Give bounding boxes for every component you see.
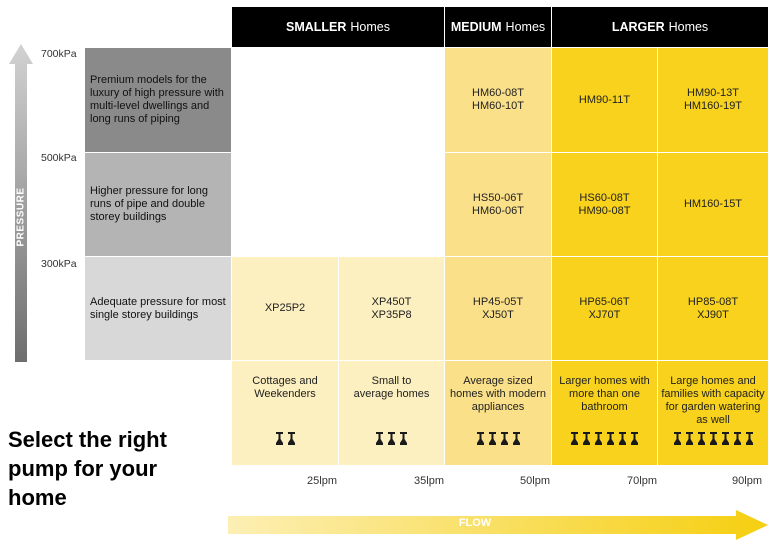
pressure-tick-500: 500kPa [41, 152, 77, 164]
tap-icon [720, 431, 731, 445]
tap-icons [552, 431, 657, 445]
flow-tick-50: 50lpm [520, 475, 550, 487]
cell-r3-larger-a: HP65-06T XJ70T [552, 257, 657, 360]
cell-r1-larger-b: HM90-13T HM160-19T [658, 48, 768, 152]
pressure-axis-label: PRESSURE [15, 187, 27, 247]
tap-icon [605, 431, 616, 445]
cell-r2-larger-a: HS60-08T HM90-08T [552, 153, 657, 256]
flow-tick-35: 35lpm [414, 475, 444, 487]
tap-icon [617, 431, 628, 445]
flow-tick-70: 70lpm [627, 475, 657, 487]
home-type-small: Small to average homes [339, 361, 444, 465]
row-desc-adequate: Adequate pressure for most single storey buildings [85, 257, 231, 360]
home-type-larger: Larger homes with more than one bathroom [552, 361, 657, 465]
tap-icons [232, 431, 338, 445]
tap-icons [339, 431, 444, 445]
cell-r3-smaller-a: XP25P2 [232, 257, 338, 360]
flow-tick-90: 90lpm [732, 475, 762, 487]
tap-icon [398, 431, 409, 445]
header-smaller-homes: SMALLER Homes [232, 7, 444, 47]
pressure-tick-700: 700kPa [41, 48, 77, 60]
tap-icon [732, 431, 743, 445]
cell-r1-larger-a: HM90-11T [552, 48, 657, 152]
tap-icon [499, 431, 510, 445]
tap-icon [672, 431, 683, 445]
tap-icon [274, 431, 285, 445]
flow-tick-25: 25lpm [307, 475, 337, 487]
tap-icon [511, 431, 522, 445]
header-larger-homes: LARGER Homes [552, 7, 768, 47]
cell-r1-medium: HM60-08T HM60-10T [445, 48, 551, 152]
cell-r2-medium: HS50-06T HM60-06T [445, 153, 551, 256]
tap-icon [569, 431, 580, 445]
tap-icon [684, 431, 695, 445]
page-title: Select the right pump for your home [8, 427, 167, 510]
tap-icons [658, 431, 768, 445]
header-medium-homes: MEDIUM Homes [445, 7, 551, 47]
home-type-large: Large homes and families with capacity for garden watering as well [658, 361, 768, 465]
tap-icon [629, 431, 640, 445]
tap-icon [386, 431, 397, 445]
tap-icon [696, 431, 707, 445]
tap-icon [374, 431, 385, 445]
tap-icon [708, 431, 719, 445]
flow-axis-label: FLOW [458, 517, 492, 529]
cell-r2-larger-b: HM160-15T [658, 153, 768, 256]
tap-icon [475, 431, 486, 445]
home-type-cottages: Cottages and Weekenders [232, 361, 338, 465]
cell-r3-smaller-b: XP450T XP35P8 [339, 257, 444, 360]
tap-icon [593, 431, 604, 445]
cell-r3-medium: HP45-05T XJ50T [445, 257, 551, 360]
tap-icon [581, 431, 592, 445]
cell-r3-larger-b: HP85-08T XJ90T [658, 257, 768, 360]
tap-icon [744, 431, 755, 445]
row-desc-premium: Premium models for the luxury of high pressure with multi-level dwellings and long runs of piping [85, 48, 231, 152]
tap-icon [487, 431, 498, 445]
row-desc-higher: Higher pressure for long runs of pipe and double storey buildings [85, 153, 231, 256]
home-type-average: Average sized homes with modern appliances [445, 361, 551, 465]
tap-icons [445, 431, 551, 445]
pressure-tick-300: 300kPa [41, 258, 77, 270]
tap-icon [286, 431, 297, 445]
